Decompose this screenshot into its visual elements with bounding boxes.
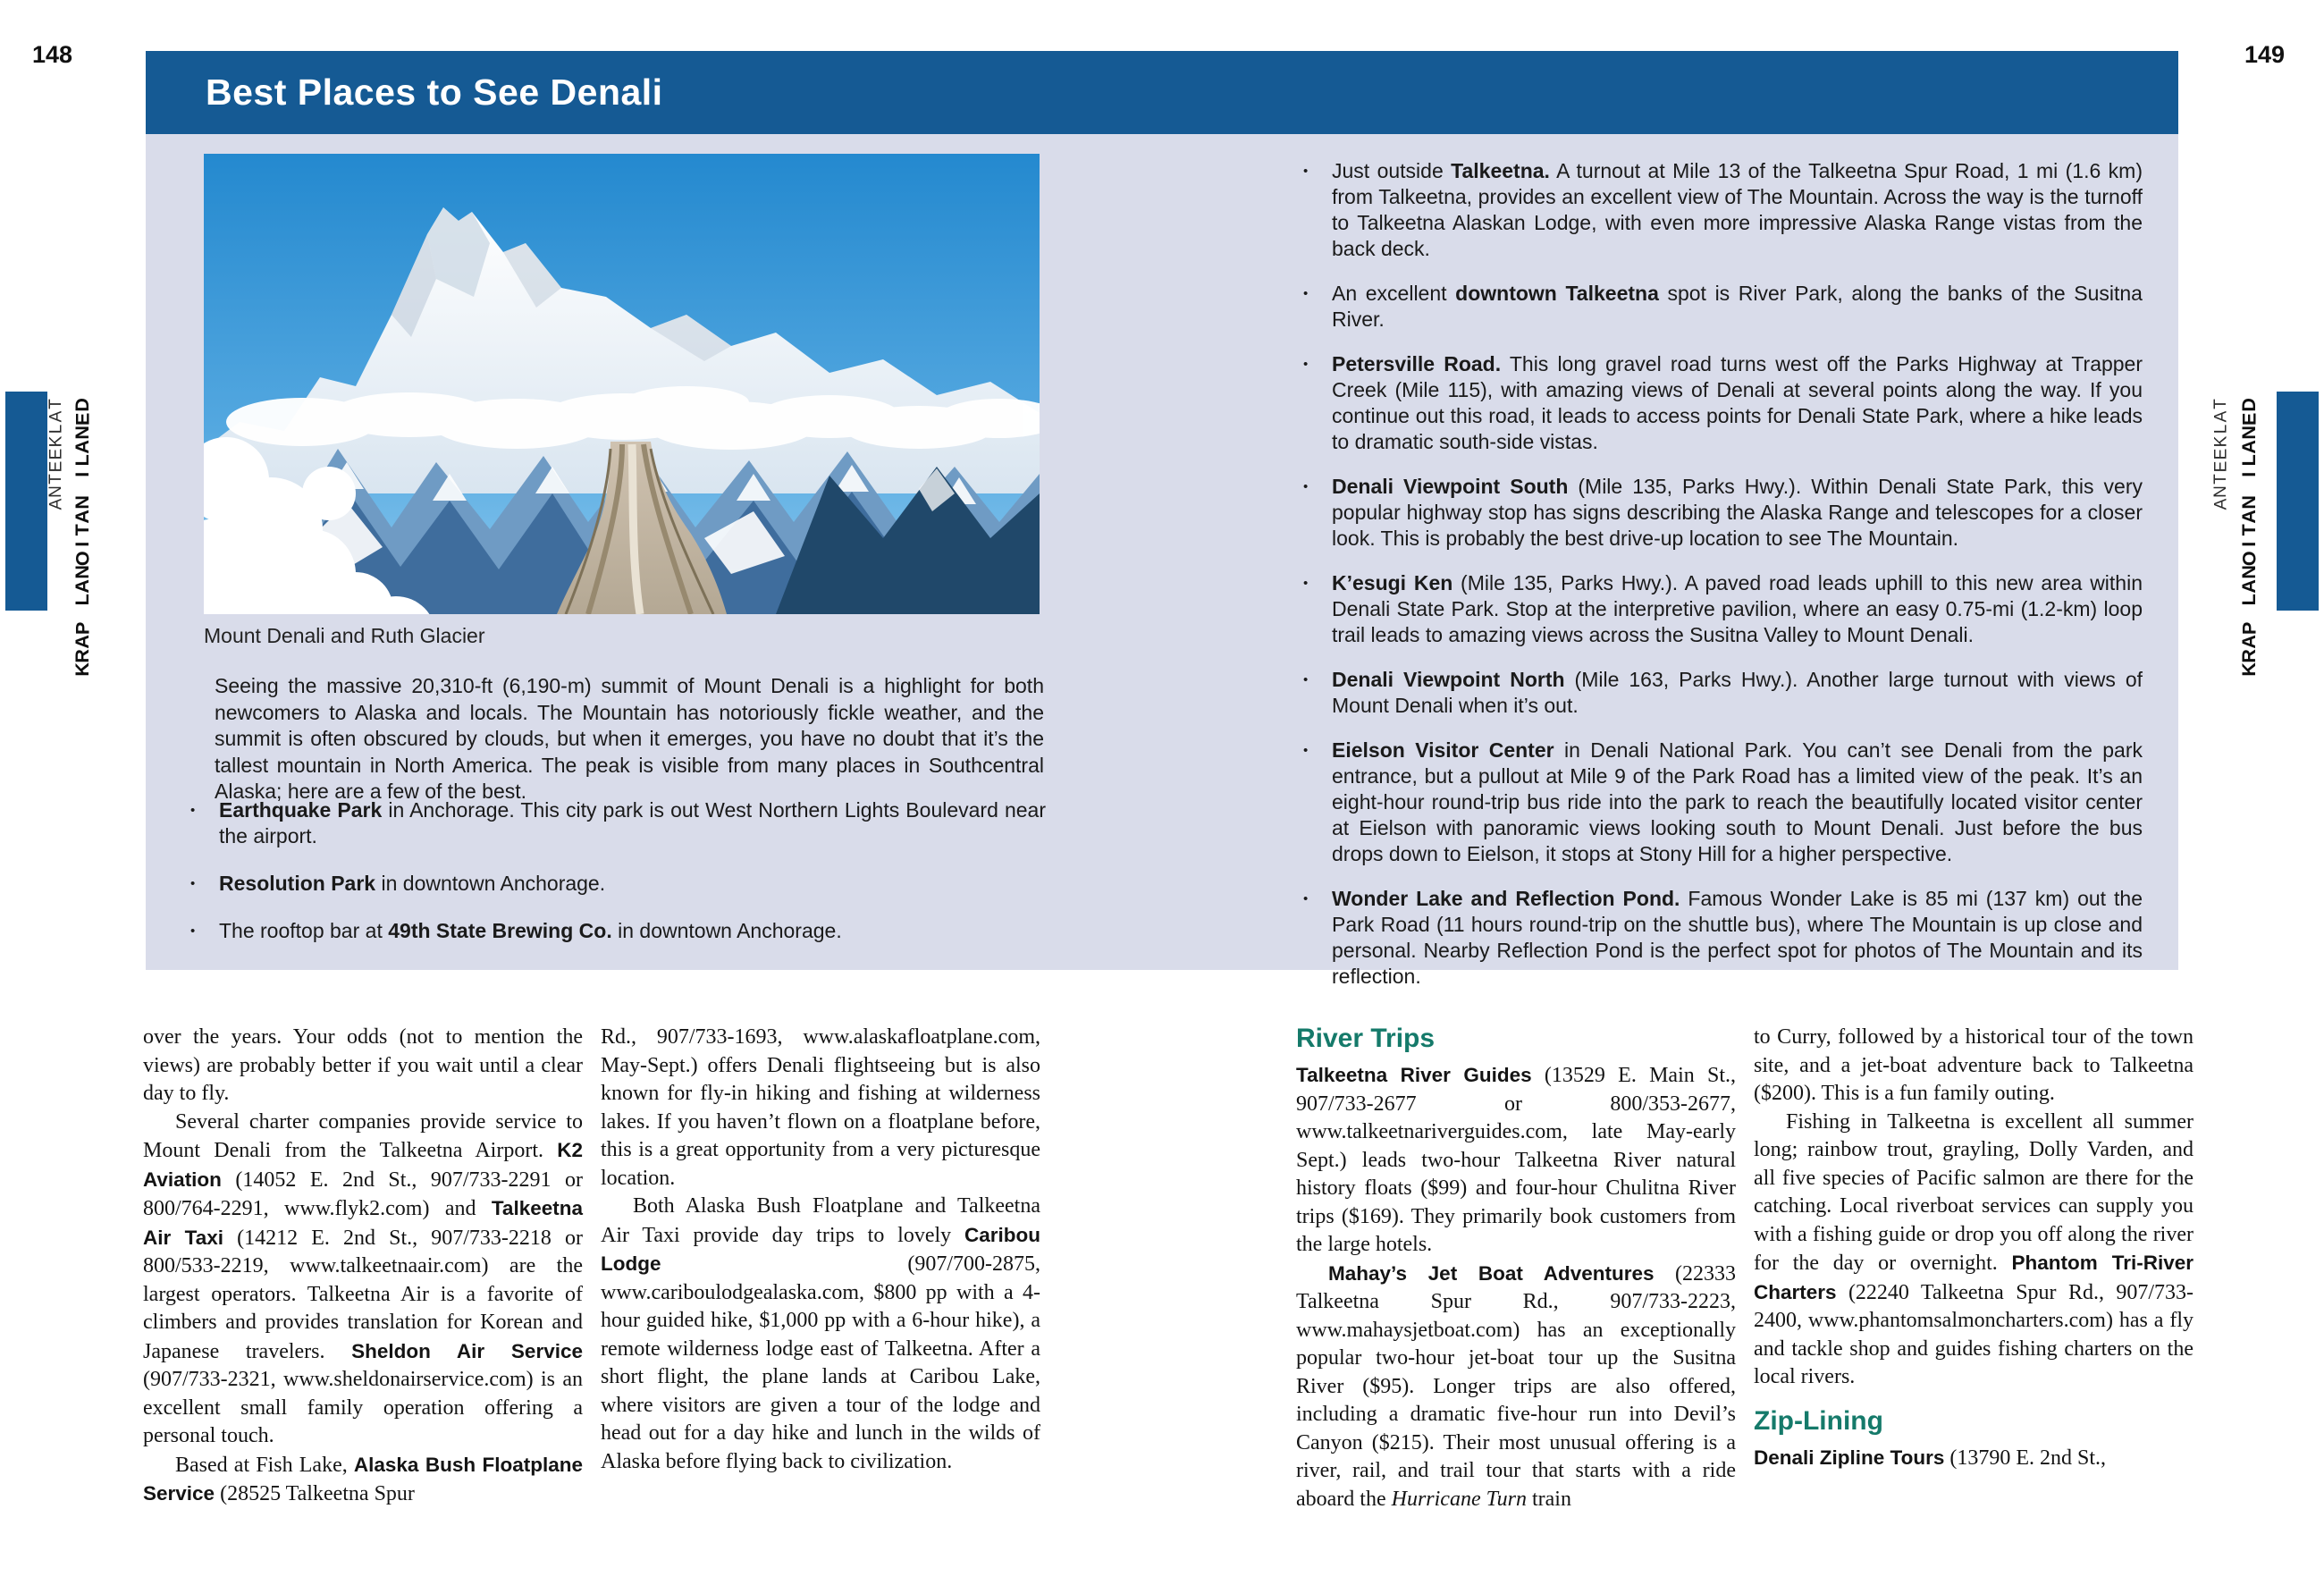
section-title: Best Places to See Denali [206,72,663,113]
text-column-1 [143,1024,583,1509]
bullet-item [1301,738,2143,867]
body-paragraph: Both Alaska Bush Floatplane and Talkeetna Air Taxi provide day trips to lovely Caribou Lodge (907/700-2875, www.cariboulodgealaska.com, $800 pp with a 4-hour guided hike, $1,000 pp with a 6-hour hike), a remote wilderness lodge east of Talkeetna. After a short flight, the plane lands at Caribou Lake, where visitors are given a tour of the lodge and head out for a day hike and lunch in the wilds of Alaska before flying back to civilization. [601,1194,1040,1473]
denali-photo [204,154,1040,614]
bullet-text: K’esugi Ken (Mile 135, Parks Hwy.). A paved road leads uphill to this new area within Denali State Park. Stop at the interpretive pavilion, where an easy 0.75-mi (1.2-km) loop trail leads to amazing views across the Susitna Valley to Mount Denali. [1332,571,2143,646]
bullet-text: An excellent downtown Talkeetna spot is River Park, along the banks of the Susitna River. [1332,282,2143,331]
body-paragraph: Based at Fish Lake, Alaska Bush Floatplane Service (28525 Talkeetna Spur [143,1453,583,1505]
bullet-item [1301,281,2143,333]
bullet-text: The rooftop bar at 49th State Brewing Co. in downtown Anchorage. [219,919,842,942]
bullet-text: Resolution Park in downtown Anchorage. [219,872,606,895]
bullet-text: Denali Viewpoint South (Mile 135, Parks Hwy.). Within Denali State Park, this very popular highway stop has signs describing the Alaska Range and telescopes for a closer look. This is probably the best drive-up location to see The Mountain. [1332,475,2143,550]
bullet-dot-icon: • [190,923,196,939]
bullet-dot-icon: • [1303,164,1309,179]
body-paragraph: Mahay’s Jet Boat Adventures (22333 Talkeetna Spur Rd., 907/733-2223, www.mahaysjetboat.com) has an exceptionally popular two-hour jet-boat tour up the Susitna River ($95). Longer trips are also offered, including a dramatic five-hour run into Devil’s Canyon ($215). Their most unusual offering is a river, rail, and trail tour that starts with a ride aboard the Hurricane Turn train [1296,1261,1736,1511]
column-heading: Zip-Lining [1754,1405,1883,1436]
body-paragraph: Talkeetna River Guides (13529 E. Main St., 907/733-2677 or 800/353-2677, www.talkeetnariverguides.com, late May-early Sept.) leads two-hour Talkeetna River natural history floats ($99) and four-hour Chulitna River trips ($169). They primarily book customers from the large hotels. [1296,1064,1737,1256]
left-page-tab-bar [5,392,47,611]
left-tab-talkeetna: T A L K E E T N A [46,399,65,510]
text-column-3 [1296,1024,1736,1513]
bullet-item [1301,474,2143,552]
left-tab-denali-national-park: D E N A L I N A T I O N A L P A R K [72,398,94,677]
page-number-right: 149 [2244,41,2286,68]
panel-intro: Seeing the massive 20,310-ft (6,190-m) summit of Mount Denali is a highlight for both newcomers to Alaska and locals. The Mountain has notoriously fickle weather, and the summit is often obscured by clouds, but when it emerges, you have no doubt that it’s the tallest mountain in North America. The peak is visible from many places in Southcentral Alaska; here are a few of the best. [215,674,1044,803]
bullet-text: Wonder Lake and Reflection Pond. Famous Wonder Lake is 85 mi (137 km) out the Park Road (11 hours round-trip on the shuttle bus), where The Mountain is up close and personal. Nearby Reflection Pond is the perfect spot for photos of The Mountain and its reflection. [1332,887,2143,988]
mountain-photo-illustration [204,154,1040,614]
right-tab-talkeetna: T A L K E E T N A [2210,399,2230,510]
bullet-dot-icon: • [1303,286,1309,301]
bullet-text: Just outside Talkeetna. A turnout at Mile 13 of the Talkeetna Spur Road, 1 mi (1.6 km) from Talkeetna, provides an excellent view of The Mountain. Across the way is the turnoff to Talkeetna Alaskan Lodge, with even more impressive Alaska Range vistas from the back deck. [1332,159,2143,260]
bullet-item [188,918,1046,944]
bullet-dot-icon: • [1303,479,1309,494]
bullet-dot-icon: • [1303,891,1309,906]
bullet-dot-icon: • [1303,357,1309,372]
page-number-left: 148 [32,41,73,68]
bullet-item [1301,570,2143,648]
bullet-dot-icon: • [190,876,196,891]
body-paragraph: Several charter companies provide service to Mount Denali from the Talkeetna Airport. K2 Aviation (14052 E. 2nd St., 907/733-2291 or 800/764-2291, www.flyk2.com) and Talkeetna Air Taxi (14212 E. 2nd St., 907/733-2218 or 800/533-2219, www.talkeetnaair.com) are the largest operators. Talkeetna Air is a favorite of climbers and provides translation for Korean and Japanese travelers. Sheldon Air Service (907/733-2321, www.sheldonairservice.com) is an excellent small family operation offering a personal touch. [143,1109,584,1447]
bullet-item [1301,886,2143,990]
bullet-text: Eielson Visitor Center in Denali National Park. You can’t see Denali from the park entrance, but a pullout at Mile 9 of the Park Road has a limited view of the peak. It’s an eight-hour round-trip bus ride into the park to reach the beautifully located visitor center at Eielson with panoramic views looking south to Mount Denali. Just before the bus drops down to Eielson, it stops at Stony Hill for a higher perspective. [1332,738,2143,865]
bullet-dot-icon: • [190,803,196,818]
bullet-dot-icon: • [1303,743,1309,758]
body-paragraph: Fishing in Talkeetna is excellent all summer long; rainbow trout, grayling, Dolly Varden, and all five species of Pacific salmon are there for the catching. Local riverboat services can supply you with a fishing guide or drop you off along the river for the day or overnight. Phantom Tri-River Charters (22240 Talkeetna Spur Rd., 907/733-2400, www.phantomsalmoncharters.com) has a fly and tackle shop and guides fishing charters on the local rivers. [1754,1109,2193,1388]
text-column-4 [1754,1024,2193,1472]
right-page-tab-bar [2277,392,2319,611]
bullet-dot-icon: • [1303,672,1309,687]
bullet-item [1301,667,2143,719]
bullet-item [1301,351,2143,455]
section-header-bar [146,51,2178,134]
bullet-dot-icon: • [1303,576,1309,591]
bullet-item [188,797,1046,849]
photo-caption: Mount Denali and Ruth Glacier [204,624,485,647]
body-paragraph: Rd., 907/733-1693, www.alaskafloatplane.com, May-Sept.) offers Denali flightseeing but is also known for fly-in hiking and fishing at wilderness lakes. If you haven’t flown on a floatplane before, this is a great opportunity from a very picturesque location. [601,1025,1040,1190]
bullet-text: Petersville Road. This long gravel road turns west off the Parks Highway at Trapper Creek (Mile 115), with amazing views of Denali at several points along the way. If you continue out this road, it leads to access points for Denali State Park, where a hike leads to dramatic south-side vistas. [1332,352,2143,453]
text-column-2 [601,1024,1040,1476]
panel-left-bullets [188,797,1046,944]
bullet-text: Denali Viewpoint North (Mile 163, Parks Hwy.). Another large turnout with views of Mount Denali when it’s out. [1332,668,2143,717]
right-tab-denali-national-park: D E N A L I N A T I O N A L P A R K [2238,398,2261,677]
body-paragraph: Denali Zipline Tours (13790 E. 2nd St., [1754,1446,2107,1470]
best-places-panel [146,134,2178,988]
column-heading: River Trips [1296,1024,1436,1053]
bullet-text: Earthquake Park in Anchorage. This city park is out West Northern Lights Boulevard near the airport. [219,798,1047,847]
bullet-item [1301,158,2143,262]
panel-right-bullets [1301,158,2143,990]
body-paragraph: over the years. Your odds (not to mention the views) are probably better if you wait until a clear day to fly. [143,1025,583,1105]
body-paragraph: to Curry, followed by a historical tour of the town site, and a jet-boat adventure back to Talkeetna ($200). This is a fun family outing. [1754,1025,2193,1105]
bullet-item [188,871,1046,897]
